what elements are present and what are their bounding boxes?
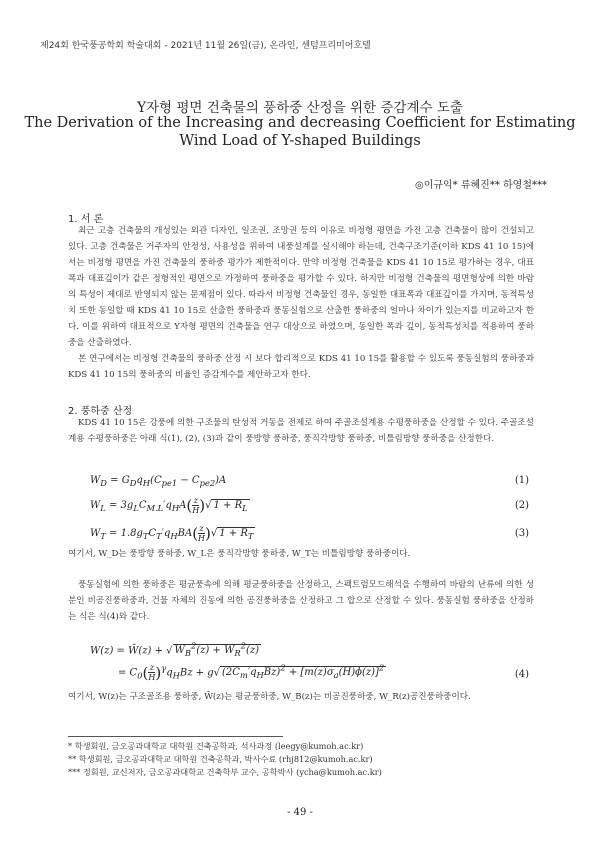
equation-2: $W_L = 3g_LC_{M.L}'q_HA$( $\frac{z}{H})√$ $1 + R_L$ bbox=[90, 496, 248, 515]
section2-heading: 2. 풍하중 산정 bbox=[68, 406, 133, 417]
equation-4-note: 여기서, W(z)는 구조골조용 풍하중, W̄(z)는 평균풍하중, W_B(z)는 비공진풍하중, W_R(z)공진풍하중이다. bbox=[68, 692, 471, 702]
equation-note: 여기서, W_D는 풍방향 풍하중, W_L은 풍직각방향 풍하중, W_T는 비틀림방향 풍하중이다. bbox=[68, 549, 411, 559]
equation-4-line1: W(z) = W̄(z) + √ $W_B^2(z) + W_R^2(z)$ bbox=[90, 641, 260, 659]
equation-3: $W_T = 1.8g_TC_T'q_HBA$( $\frac{z}{H})√$ $1 + R_T$ bbox=[90, 524, 254, 543]
footnote-1: * 학생회원, 금오공과대학교 대학원 건축공학과, 석사과정 (leegy@kumoh.ac.kr) bbox=[68, 741, 364, 751]
equation-2-number: (2) bbox=[514, 500, 529, 511]
author-list: ◎이규익* 류혜진** 하영철*** bbox=[414, 180, 547, 191]
equation-1: $W_D = G_Dq_H(C_{pe1} - C_{pe2})A$ bbox=[90, 475, 227, 488]
paper-title-english-line2: Wind Load of Y-shaped Buildings bbox=[179, 133, 421, 149]
equation-4-line2: = $C_0$( $\frac{z}{H})^\gamma q_HBz + g√$ $(2C_m'q_HBz)^2 + [m(z)\sigma_a(H)\phi(z)]^2$ bbox=[118, 663, 385, 683]
conference-header: 제24회 한국풍공학회 학술대회 - 2021년 11월 26일(금), 온라인, 센텀프리미어호텔 bbox=[40, 41, 371, 51]
footnote-3: *** 정회원, 교신저자, 금오공과대학교 건축학부 교수, 공학박사 (ycha@kumoh.ac.kr) bbox=[68, 767, 382, 777]
section2-paragraph1: KDS 41 10 15은 강풍에 의한 구조물의 탄성적 거동을 전제로 하여 주골조설계용 수평풍하중을 산정할 수 있다. 주골조설계용 수평풍하중은 아래 식(1), (2), (3)과 같이 풍방향 풍하중, 풍직각방향 풍하중, 비틀림방향 풍하중을 산정한다. bbox=[68, 418, 534, 444]
footnote-2: ** 학생회원, 금오공과대학교 대학원 건축공학과, 박사수료 (rhj812@kumoh.ac.kr) bbox=[68, 754, 373, 764]
equation-4-number: (4) bbox=[514, 669, 529, 680]
section1-heading: 1. 서 론 bbox=[68, 214, 104, 225]
page-number: - 49 - bbox=[287, 807, 313, 818]
footnote-divider bbox=[68, 736, 283, 737]
section1-paragraph1: 최근 고층 건축물의 개성있는 외관 디자인, 일조권, 조망권 등의 이유로 비정형 평면을 가진 고층 건축물이 많이 건설되고 있다. 고층 건축물은 거주자의 안정성, 사용성을 위하여 내풍설계를 실시해야 하는데, 건축구조기준(이하 KDS 41 10 15)에서는 비정형 평면을 가진 건축물의 풍하중 평가가 제한적이다. 만약 비정형 건축물을 KDS 41 10 15로 평가하는 경우, 대표폭과 대표깊이가 같은 정형적인 평면으로 가정하여 풍하중을 평가할 수 있다. 하지만 비정형 건축물의 평면형상에 의한 바람의 특성이 제대로 반영되지 않는 문제점이 있다. 따라서 비정형 건축물인 경우, 동일한 대표폭과 대표깊이를 가지며, 동적특성치 또한 동일할 때 KDS 41 10 15로 산출한 풍하중과 풍동실험으로 산출한 풍하중의 얼마나 차이가 있는지를 비교하고자 한다. 이를 위하여 대표적으로 Y자형 평면의 건축물을 연구 대상으로 하였으며, 동일한 폭과 깊이, 동적특성치를 적용하여 풍하중을 산출하였다. bbox=[68, 226, 534, 348]
paper-title-korean: Y자형 평면 건축물의 풍하중 산정을 위한 증감계수 도출 bbox=[137, 100, 463, 116]
equation-3-number: (3) bbox=[514, 528, 529, 539]
paper-title-english-line1: The Derivation of the Increasing and decreasing Coefficient for Estimating bbox=[24, 115, 576, 131]
equation-1-number: (1) bbox=[514, 475, 529, 486]
section2-paragraph2: 풍동실험에 의한 풍하중은 평균풍속에 의해 평균풍하중을 산정하고, 스펙트럼모드해석을 수행하여 바람의 난류에 의한 성분인 비공진풍하중과, 건물 자체의 진동에 의한 공진풍하중을 산정하고 그 합으로 산정할 수 있다. 풍동실험 풍하중을 산정하는 식은 식(4)와 같다. bbox=[68, 580, 534, 622]
section1-paragraph2: 본 연구에서는 비정형 건축물의 풍하중 산정 시 보다 합리적으로 KDS 41 10 15를 활용할 수 있도록 풍동실험의 풍하중과 KDS 41 10 15의 풍하중의 비율인 증감계수를 제안하고자 한다. bbox=[68, 354, 534, 380]
